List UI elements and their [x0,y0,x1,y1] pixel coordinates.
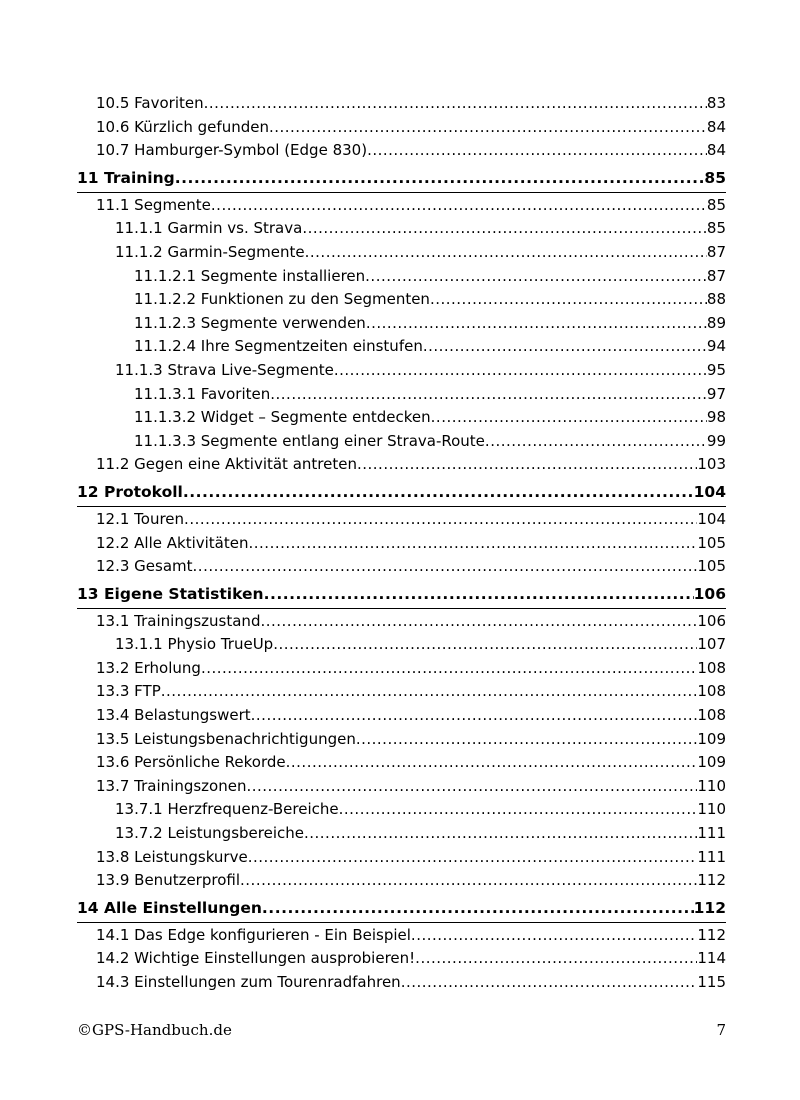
toc-entry-page: 99 [706,431,726,450]
toc-entry-page: 107 [697,635,726,654]
toc-leader-dots [334,360,707,380]
toc-leader-dots [304,823,697,843]
toc-entry-title: 11.1.3.3 Segmente entlang einer Strava-Route [134,431,485,450]
toc-leader-dots [201,658,697,678]
toc-entry[interactable] [77,242,726,266]
footer-page-number: 7 [716,1021,726,1039]
toc-leader-dots [430,289,707,309]
toc-entry-page: 88 [706,290,726,309]
toc-entry-title: 11.1.3 Strava Live-Segmente [115,360,334,379]
toc-entry-title: 11.1 Segmente [96,195,211,214]
toc-leader-dots [366,313,707,333]
toc-leader-dots [262,898,694,918]
toc-entry-title: 13.1.1 Physio TrueUp [115,635,274,654]
toc-leader-dots [415,948,697,968]
toc-entry-title: 13.7.2 Leistungsbereiche [115,824,304,843]
toc-leader-dots [270,384,707,404]
footer-copyright: ©GPS-Handbuch.de [77,1021,232,1039]
toc-entry-title: 13.7 Trainingszonen [96,776,247,795]
toc-entry-title: 10.7 Hamburger-Symbol (Edge 830) [96,141,368,160]
toc-entry[interactable] [77,509,726,533]
toc-entry-page: 87 [706,266,726,285]
toc-leader-dots [251,705,698,725]
toc-entry-page: 103 [697,455,726,474]
toc-entry-page: 109 [697,753,726,772]
toc-leader-dots [305,242,707,262]
toc-leader-dots [302,218,707,238]
toc-entry-page: 85 [706,195,726,214]
toc-entry[interactable] [77,218,726,242]
toc-leader-dots [246,776,697,796]
toc-leader-dots [411,925,697,945]
toc-leader-dots [367,140,707,160]
toc-entry-page: 110 [697,800,726,819]
toc-entry-title: 13.5 Leistungsbenachrichtigungen [96,729,356,748]
toc-entry-title: 13.8 Leistungskurve [96,847,248,866]
toc-entry[interactable] [77,681,726,705]
toc-leader-dots [273,634,697,654]
toc-entry-title: 13.3 FTP [96,682,161,701]
toc-entry[interactable] [77,776,726,800]
toc-chapter-entry[interactable] [77,580,726,611]
toc-entry-title: 11.1.2.3 Segmente verwenden [134,313,366,332]
toc-entry[interactable] [77,117,726,141]
toc-entry[interactable] [77,729,726,753]
toc-leader-dots [249,533,698,553]
toc-entry-page: 85 [706,219,726,238]
toc-entry-title: 12.1 Touren [96,509,185,528]
toc-entry-title: 11.1.2.4 Ihre Segmentzeiten einstufen [134,337,423,356]
toc-leader-dots [357,454,697,474]
toc-entry[interactable] [77,752,726,776]
toc-entry-title: 14.2 Wichtige Einstellungen ausprobieren! [96,949,416,968]
toc-entry-title: 13 Eigene Statistiken [77,584,264,603]
toc-leader-dots [175,168,705,188]
toc-entry[interactable] [77,195,726,219]
toc-entry-title: 13.1 Trainingszustand [96,611,261,630]
toc-entry[interactable] [77,407,726,431]
toc-entry[interactable] [77,870,726,894]
toc-entry-page: 106 [693,584,726,603]
toc-entry[interactable] [77,611,726,635]
toc-leader-dots [339,799,698,819]
toc-entry-page: 111 [697,824,726,843]
toc-entry-page: 85 [704,168,726,187]
toc-entry-title: 11.1.2.2 Funktionen zu den Segmenten [134,290,430,309]
toc-entry-title: 11.2 Gegen eine Aktivität antreten [96,455,357,474]
toc-entry-title: 14.3 Einstellungen zum Tourenradfahren [96,973,401,991]
toc-entry-page: 84 [706,117,726,136]
toc-entry[interactable] [77,266,726,290]
toc-entry-title: 14.1 Das Edge konfigurieren - Ein Beispiel [96,925,411,944]
toc-leader-dots [211,195,707,215]
toc-entry[interactable] [77,289,726,313]
toc-entry-title: 12 Protokoll [77,482,183,501]
toc-leader-dots [161,681,698,701]
toc-entry-page: 95 [706,360,726,379]
toc-entry[interactable] [77,972,726,996]
toc-entry-title: 11 Training [77,168,175,187]
toc-entry-title: 11.1.3.2 Widget – Segmente entdecken [134,408,431,427]
toc-entry-title: 13.9 Benutzerprofil [96,871,241,890]
toc-entry-title: 10.6 Kürzlich gefunden [96,117,269,136]
toc-chapter-entry[interactable] [77,164,726,195]
toc-entry[interactable] [77,556,726,580]
toc-leader-dots [248,847,698,867]
toc-entry-title: 13.6 Persönliche Rekorde [96,753,286,772]
toc-entry-title: 13.2 Erholung [96,658,201,677]
toc-entry[interactable] [77,431,726,455]
toc-entry-title: 11.1.2.1 Segmente installieren [134,266,366,285]
toc-leader-dots [183,482,694,502]
toc-entry-page: 89 [706,313,726,332]
toc-leader-dots [184,509,697,529]
toc-entry[interactable] [77,533,726,557]
toc-entry[interactable] [77,823,726,847]
toc-entry[interactable] [77,360,726,384]
toc-entry[interactable] [77,384,726,408]
toc-entry[interactable] [77,705,726,729]
toc-entry[interactable] [77,313,726,337]
toc-entry-page: 98 [706,408,726,427]
toc-entry-page: 84 [706,141,726,160]
toc-leader-dots [365,266,707,286]
toc-leader-dots [204,93,707,113]
toc-entry-page: 114 [697,949,726,968]
toc-entry[interactable] [77,454,726,478]
toc-leader-dots [260,611,697,631]
toc-leader-dots [286,752,698,772]
toc-leader-dots [356,729,698,749]
toc-entry[interactable] [77,93,726,117]
toc-entry-title: 11.1.2 Garmin-Segmente [115,242,305,261]
toc-chapter-entry[interactable] [77,894,726,925]
toc-entry-page: 104 [693,482,726,501]
toc-entry-page: 110 [697,776,726,795]
toc-leader-dots [193,556,698,576]
toc-entry-page: 112 [697,925,726,944]
toc-entry-page: 104 [697,509,726,528]
toc-leader-dots [423,336,707,356]
toc-entry-page: 108 [697,658,726,677]
toc-leader-dots [401,972,698,992]
toc-entry[interactable] [77,336,726,360]
toc-entry-page: 106 [697,611,726,630]
toc-leader-dots [264,584,694,604]
page-footer [77,1021,726,1039]
toc-entry-page: 105 [697,557,726,576]
toc-entry[interactable] [77,799,726,823]
toc-entry[interactable] [77,634,726,658]
toc-entry-title: 14 Alle Einstellungen [77,898,262,917]
toc-entry-page: 112 [693,898,726,917]
toc-entry[interactable] [77,658,726,682]
toc-entry-title: 13.7.1 Herzfrequenz-Bereiche [115,800,339,819]
toc-entry-page: 109 [697,729,726,748]
toc-entry[interactable] [77,140,726,164]
toc-entry-page: 87 [706,242,726,261]
toc-entry[interactable] [77,847,726,871]
toc-entry-title: 11.1.1 Garmin vs. Strava [115,219,303,238]
toc-entry-title: 13.4 Belastungswert [96,706,251,725]
toc-entry-title: 12.3 Gesamt [96,557,193,576]
toc-entry-page: 115 [697,973,726,991]
toc-entry-page: 83 [706,94,726,112]
toc-entry-title: 12.2 Alle Aktivitäten [96,533,249,552]
toc-leader-dots [485,431,707,451]
toc-entry-page: 112 [697,871,726,890]
toc-chapter-entry[interactable] [77,478,726,509]
table-of-contents [77,93,726,996]
toc-entry-page: 94 [706,337,726,356]
toc-entry-page: 111 [697,847,726,866]
toc-leader-dots [431,407,707,427]
toc-entry[interactable] [77,925,726,949]
toc-entry-title: 10.5 Favoriten [96,94,204,112]
toc-entry-page: 97 [706,384,726,403]
toc-entry-page: 108 [697,706,726,725]
toc-entry-page: 105 [697,533,726,552]
toc-entry-page: 108 [697,682,726,701]
toc-leader-dots [240,870,697,890]
toc-entry-title: 11.1.3.1 Favoriten [134,384,271,403]
toc-leader-dots [269,117,707,137]
toc-entry[interactable] [77,948,726,972]
